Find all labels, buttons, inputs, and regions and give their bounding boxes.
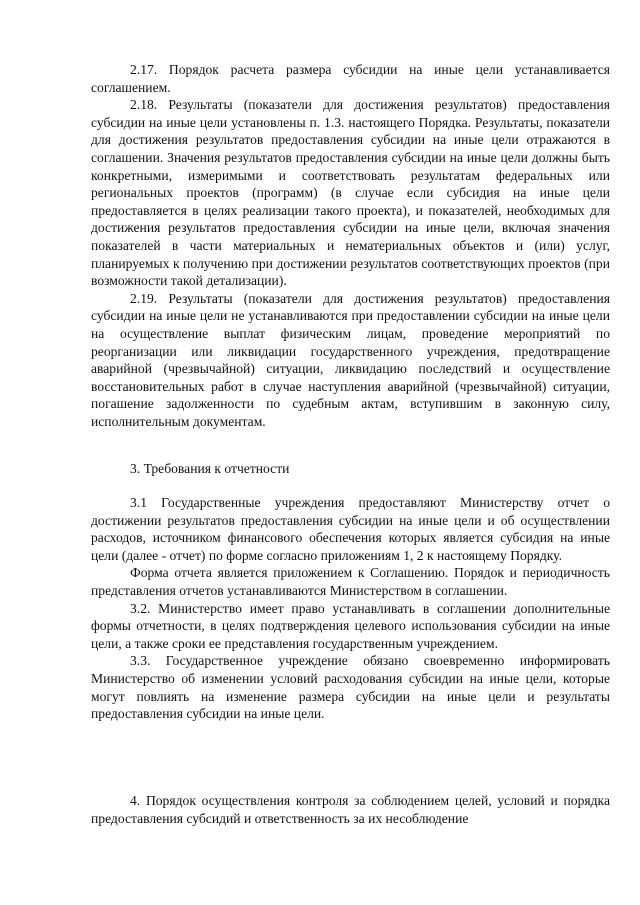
paragraph-2-19: 2.19. Результаты (показатели для достижения результатов) предоставления субсидии на иные цели не устанавливаются при предоставлении субсидии на иные цели на осуществление выплат физическим лицам, проведение мероприятий по реорганизации или ликвидации государственного учреждения, предотвращение аварийной (чрезвычайной) ситуации, ликвидацию последствий и осуществление восстановительных работ в случае наступления аварийной (чрезвычайной) ситуации, погашение задолженности по судебным актам, вступившим в законную силу, исполнительным документам. xyxy=(91,290,610,429)
section-2-continuation xyxy=(91,61,610,430)
paragraph-report-form: Форма отчета является приложением к Соглашению. Порядок и периодичность представления отчетов устанавливаются Министерством в соглашении. xyxy=(91,565,610,598)
section-4-heading-block xyxy=(91,792,610,827)
paragraph-2-17: 2.17. Порядок расчета размера субсидии на иные цели устанавливается соглашением. xyxy=(91,62,610,95)
paragraph-3-1: 3.1 Государственные учреждения предоставляют Министерству отчет о достижении результатов предоставления субсидии на иные цели и об осуществлении расходов, источником финансового обеспечения которых является субсидия на иные цели (далее - отчет) по форме согласно приложениям 1, 2 к настоящему Порядку. xyxy=(91,495,610,563)
section-3-body xyxy=(91,494,610,723)
paragraph-3-3: 3.3. Государственное учреждение обязано своевременно информировать Министерство об изменении условий расходования субсидии на иные цели, которые могут повлиять на изменение размера субсидии на иные цели и результаты предоставления субсидии на иные цели. xyxy=(91,653,610,722)
paragraph-2-18: 2.18. Результаты (показатели для достижения результатов) предоставления субсидии на иные цели установлены п. 1.3. настоящего Порядка. Результаты, показатели для достижения результатов предоставления субсидии на иные цели отражаются в соглашении. Значения результатов предоставления субсидии на иные цели должны быть конкретными, измеримыми и соответствовать результатам федеральных или региональных проектов (программ) (в случае если субсидия на иные цели предоставляется в целях реализации такого проекта), и показателей, необходимых для достижения результатов предоставления субсидии на иные цели, включая значения показателей в части материальных и нематериальных объектов и (или) услуг, планируемых к получению при достижении результатов соответствующих проектов (при возможности такой детализации). xyxy=(91,97,610,289)
section-3-heading-block xyxy=(91,460,610,478)
section-4-heading: 4. Порядок осуществления контроля за соблюдением целей, условий и порядка предоставления субсидий и ответственность за их несоблюдение xyxy=(91,793,610,826)
section-3-heading: 3. Требования к отчетности xyxy=(130,461,290,476)
paragraph-3-2: 3.2. Министерство имеет право устанавливать в соглашении дополнительные формы отчетности, в целях подтверждения целевого использования субсидии на иные цели, а также сроки ее представления государственным учреждением. xyxy=(91,600,610,651)
